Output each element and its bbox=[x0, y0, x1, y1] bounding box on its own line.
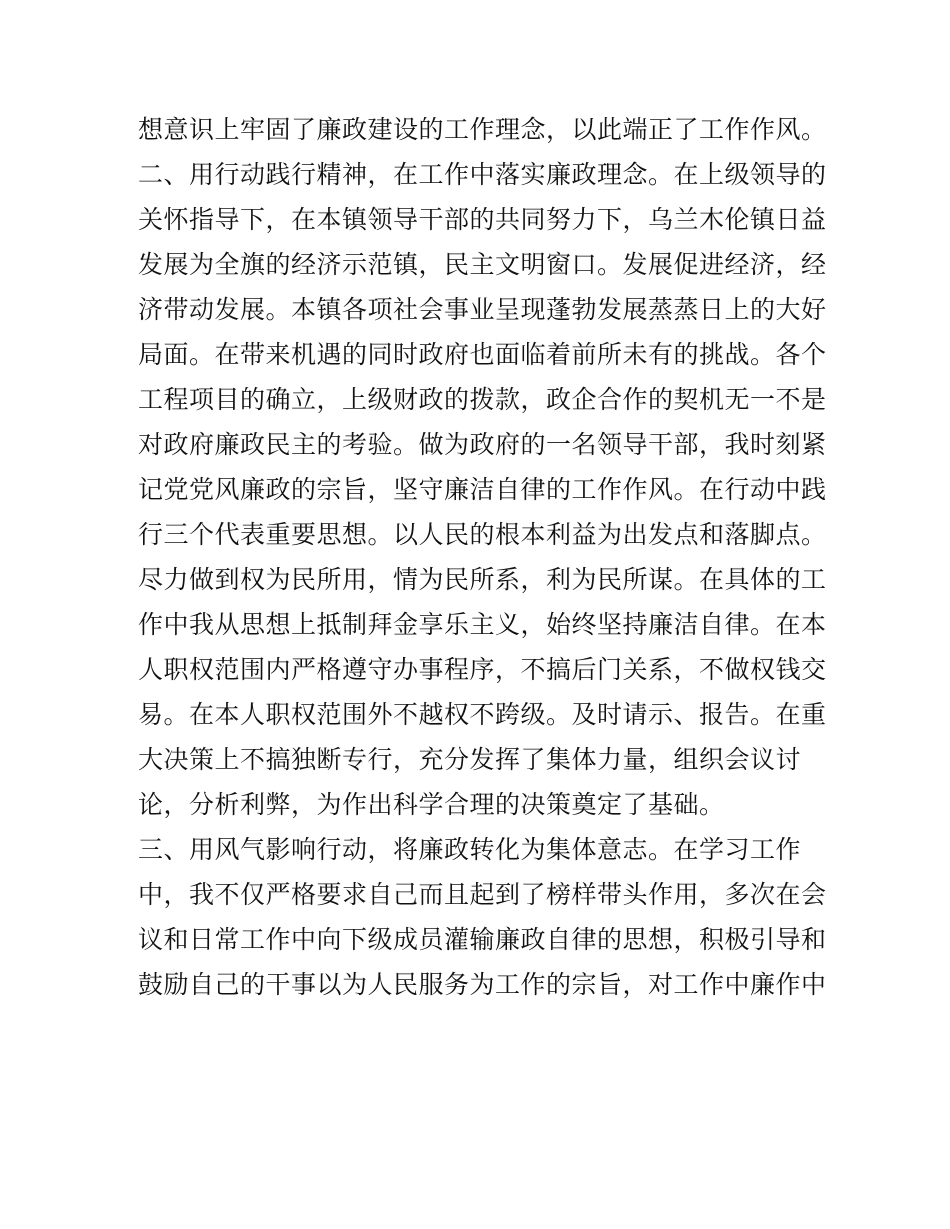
text-line: 大决策上不搞独断专行，充分发挥了集体力量，组织会议讨 bbox=[138, 745, 802, 774]
text-line: 作中我从思想上抵制拜金享乐主义，始终坚持廉洁自律。在本 bbox=[138, 610, 827, 639]
text-line: 鼓励自己的干事以为人民服务为工作的宗旨，对工作中廉作中 bbox=[138, 970, 827, 999]
text-line: 关怀指导下，在本镇领导干部的共同努力下，乌兰木伦镇日益 bbox=[138, 205, 827, 234]
text-line: 人职权范围内严格遵守办事程序，不搞后门关系，不做权钱交 bbox=[138, 655, 827, 684]
text-line: 工程项目的确立，上级财政的拨款，政企合作的契机无一不是 bbox=[138, 385, 827, 414]
text-line: 想意识上牢固了廉政建设的工作理念，以此端正了工作作风。 bbox=[138, 115, 827, 144]
text-line: 论，分析利弊，为作出科学合理的决策奠定了基础。 bbox=[138, 790, 725, 819]
text-line: 尽力做到权为民所用，情为民所系，利为民所谋。在具体的工 bbox=[138, 565, 827, 594]
text-line: 议和日常工作中向下级成员灌输廉政自律的思想，积极引导和 bbox=[138, 925, 827, 954]
text-line: 局面。在带来机遇的同时政府也面临着前所未有的挑战。各个 bbox=[138, 340, 827, 369]
text-line: 行三个代表重要思想。以人民的根本利益为出发点和落脚点。 bbox=[138, 520, 827, 549]
text-line: 中，我不仅严格要求自己而且起到了榜样带头作用，多次在会 bbox=[138, 880, 827, 909]
text-line: 三、用风气影响行动，将廉政转化为集体意志。在学习工作 bbox=[138, 835, 802, 864]
text-line: 易。在本人职权范围外不越权不跨级。及时请示、报告。在重 bbox=[138, 700, 827, 729]
text-line: 对政府廉政民主的考验。做为政府的一名领导干部，我时刻紧 bbox=[138, 430, 827, 459]
text-line: 发展为全旗的经济示范镇，民主文明窗口。发展促进经济，经 bbox=[138, 250, 827, 279]
text-line: 济带动发展。本镇各项社会事业呈现蓬勃发展蒸蒸日上的大好 bbox=[138, 295, 827, 324]
text-line: 记党党风廉政的宗旨，坚守廉洁自律的工作作风。在行动中践 bbox=[138, 475, 827, 504]
body-text bbox=[138, 107, 827, 1007]
text-line: 二、用行动践行精神，在工作中落实廉政理念。在上级领导的 bbox=[138, 160, 827, 189]
